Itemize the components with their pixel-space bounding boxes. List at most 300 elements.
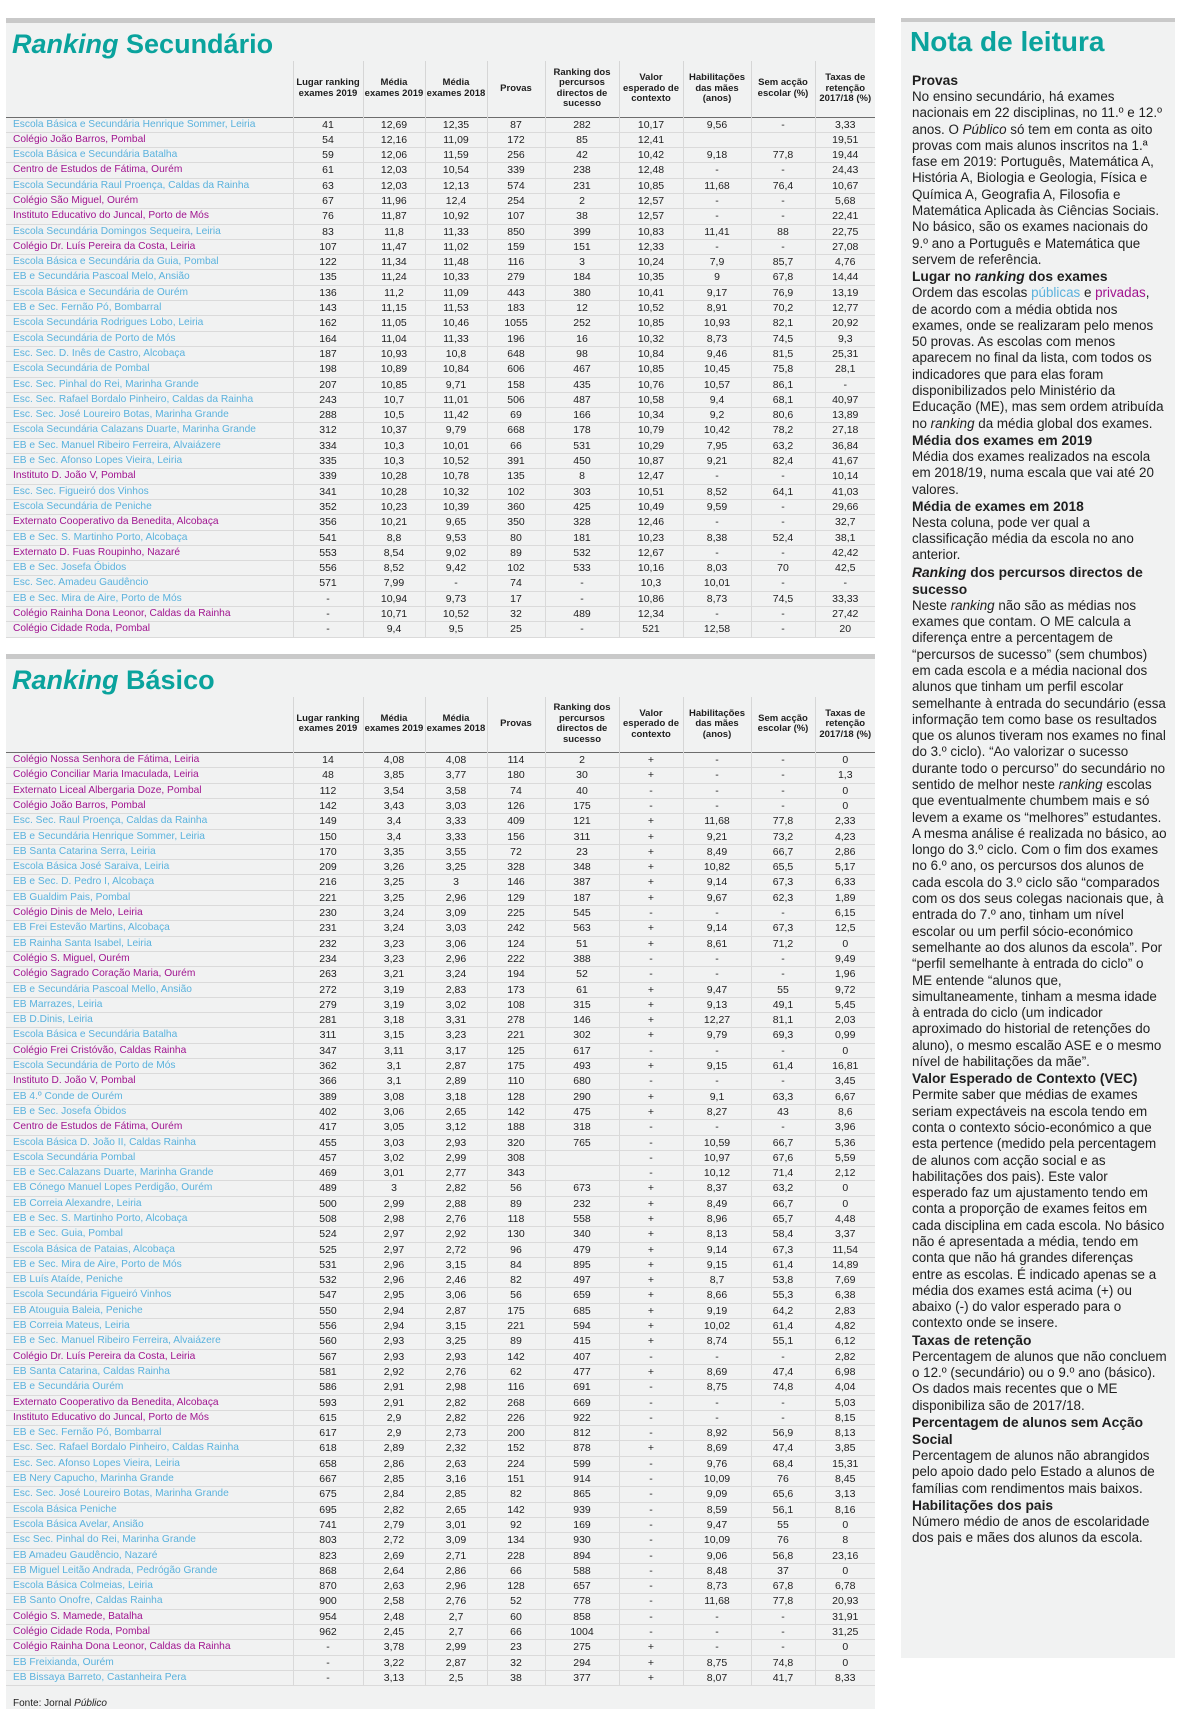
table-row xyxy=(6,362,875,377)
table-cell: 12 xyxy=(545,301,619,316)
table-cell: 12,03 xyxy=(363,178,425,193)
table-cell: 47,4 xyxy=(751,1364,815,1379)
table-cell: 2,69 xyxy=(363,1548,425,1563)
table-cell: 586 xyxy=(293,1380,363,1395)
table-cell: 10,78 xyxy=(425,469,487,484)
table-cell: 62 xyxy=(487,1364,545,1379)
table-cell: 2,89 xyxy=(363,1441,425,1456)
school-name: EB e Sec.Calazans Duarte, Marinha Grande xyxy=(13,1167,214,1179)
table-cell: 20 xyxy=(815,622,875,637)
table-cell: 234 xyxy=(293,951,363,966)
school-name: EB e Sec. Afonso Lopes Vieira, Leiria xyxy=(13,455,183,467)
table-cell: 3,24 xyxy=(363,906,425,921)
ranking-basico-table xyxy=(6,697,875,1687)
table-cell: 2,97 xyxy=(363,1242,425,1257)
table-cell: 66,7 xyxy=(751,1135,815,1150)
table-cell: 150 xyxy=(293,829,363,844)
table-cell: + xyxy=(619,1242,683,1257)
table-cell: 2,85 xyxy=(363,1472,425,1487)
table-cell: 3,17 xyxy=(425,1043,487,1058)
school-name: EB Frei Estevão Martins, Alcobaça xyxy=(13,922,170,934)
table-cell: - xyxy=(545,622,619,637)
table-cell: 3,24 xyxy=(363,921,425,936)
school-name: Colégio Cidade Roda, Pombal xyxy=(13,1626,151,1638)
table-cell: 12,67 xyxy=(619,545,683,560)
table-cell: 894 xyxy=(545,1548,619,1563)
table-cell: 65,7 xyxy=(751,1212,815,1227)
school-name: Escola Secundária Figueiró Vinhos xyxy=(13,1289,172,1301)
table-cell: 196 xyxy=(487,331,545,346)
section-text: Neste ranking não são as médias nos exames que contam. O ME calcula a diferença entre a percentagem de “percursos de sucesso” (sem chumbos) em cada escola e a média nacional dos alunos que tinham um perfil escolar semelhante à entrada do secundário (essa informação tem como base os resultados que os alunos tiveram nos exames no final do 3.º ciclo). “Ao valorizar o sucesso durante todo o percurso” do secundário no sentido de melhor neste ranking escolas que eventualmente chumbem mais e só levem a exame os “melhores” estudantes. A mesma análise é realizada no básico, ao longo do 3.º ciclo. Com o fim dos exames no 6.º ano, os percursos dos alunos de cada escola do 3.º ciclo são “comparados com os dos seus colegas nacionais que, à entrada do 7.º ano, tinham um nível escolar ou um perfil sócio-económico semelhante ao dos alunos da escola”. Por “perfil semelhante à entrada do ciclo” o ME entende “alunos que, simultaneamente, tinham a mesma idade à entrada do ciclo (um indicador aproximado do historial de retenções do aluno), o mesmo escalão ASE e o mesmo nível de habilitações da mãe”. xyxy=(912,597,1167,1070)
table-cell: 443 xyxy=(487,285,545,300)
table-cell: 10,86 xyxy=(619,591,683,606)
table-row xyxy=(6,1670,875,1685)
table-cell: 221 xyxy=(293,890,363,905)
table-cell: 2,12 xyxy=(815,1166,875,1181)
table-cell: 23 xyxy=(545,844,619,859)
table-cell: 55 xyxy=(751,982,815,997)
rankings-panel xyxy=(6,18,875,1709)
column-header: Sem acção escolar (%) xyxy=(751,697,815,753)
table-cell: 545 xyxy=(545,906,619,921)
table-cell: 12,27 xyxy=(683,1013,751,1028)
table-cell: 83 xyxy=(293,224,363,239)
table-cell: 0 xyxy=(815,753,875,768)
table-cell: 256 xyxy=(487,148,545,163)
table-cell: 3,06 xyxy=(425,1288,487,1303)
table-cell: - xyxy=(619,1517,683,1532)
table-cell: - xyxy=(751,783,815,798)
table-cell: 2,72 xyxy=(363,1533,425,1548)
table-cell: 60 xyxy=(487,1609,545,1624)
table-cell: 66,7 xyxy=(751,1196,815,1211)
table-row xyxy=(6,1043,875,1058)
school-name: EB D.Dinis, Leiria xyxy=(13,1014,93,1026)
school-name: EB Luís Ataíde, Peniche xyxy=(13,1274,123,1286)
table-cell: 3,05 xyxy=(363,1120,425,1135)
table-cell: 2,96 xyxy=(425,1579,487,1594)
table-row xyxy=(6,768,875,783)
table-cell: - xyxy=(619,1548,683,1563)
table-cell: 0 xyxy=(815,1043,875,1058)
table-cell: 868 xyxy=(293,1563,363,1578)
school-name: Esc. Sec. José Loureiro Botas, Marinha Grande xyxy=(13,409,229,421)
table-header xyxy=(6,61,875,117)
table-row xyxy=(6,783,875,798)
school-name: EB e Secundária Pascoal Mello, Ansião xyxy=(13,983,192,995)
school-name: Colégio S. Miguel, Ourém xyxy=(13,952,130,964)
table-cell: 3,09 xyxy=(425,906,487,921)
school-name: EB e Sec. Mira de Aire, Porto de Mós xyxy=(13,592,182,604)
table-cell: - xyxy=(683,209,751,224)
table-cell: 288 xyxy=(293,408,363,423)
table-cell: + xyxy=(619,753,683,768)
section-heading: Valor Esperado de Contexto (VEC) xyxy=(912,1071,1138,1087)
table-cell: 2,03 xyxy=(815,1013,875,1028)
table-cell: + xyxy=(619,890,683,905)
table-cell: 43 xyxy=(751,1104,815,1119)
table-cell: 31,91 xyxy=(815,1609,875,1624)
table-cell: 9,79 xyxy=(683,1028,751,1043)
table-cell: 10,97 xyxy=(683,1150,751,1165)
table-cell: 226 xyxy=(487,1410,545,1425)
table-cell: 2,84 xyxy=(363,1487,425,1502)
table-cell: 12,58 xyxy=(683,622,751,637)
school-name: EB e Secundária Pascoal Melo, Ansião xyxy=(13,271,190,283)
table-cell: 2,86 xyxy=(425,1563,487,1578)
table-row xyxy=(6,377,875,392)
table-cell: 38,1 xyxy=(815,530,875,545)
table-cell: 13,89 xyxy=(815,408,875,423)
table-cell: 126 xyxy=(487,798,545,813)
table-cell: - xyxy=(751,1349,815,1364)
table-cell: 3,16 xyxy=(425,1472,487,1487)
table-cell: 10,41 xyxy=(619,285,683,300)
table-cell: 9,18 xyxy=(683,148,751,163)
table-cell: 812 xyxy=(545,1426,619,1441)
table-cell: 30 xyxy=(545,768,619,783)
table-row xyxy=(6,906,875,921)
school-name: Centro de Estudos de Fátima, Ourém xyxy=(13,164,183,176)
table-cell: - xyxy=(683,1074,751,1089)
table-row xyxy=(6,331,875,346)
table-cell: - xyxy=(751,1640,815,1655)
table-cell: + xyxy=(619,860,683,875)
school-name: Esc. Sec. Figueiró dos Vinhos xyxy=(13,485,149,497)
table-cell: 599 xyxy=(545,1456,619,1471)
table-row xyxy=(6,997,875,1012)
table-row xyxy=(6,484,875,499)
table-cell: - xyxy=(751,515,815,530)
section-heading: Média de exames em 2018 xyxy=(912,498,1084,514)
nota-title: Nota de leitura xyxy=(910,26,1105,57)
table-row xyxy=(6,1364,875,1379)
school-name: EB Cónego Manuel Lopes Perdigão, Ourém xyxy=(13,1182,213,1194)
table-cell: 3,1 xyxy=(363,1074,425,1089)
table-cell: 8,37 xyxy=(683,1181,751,1196)
table-cell: 278 xyxy=(487,1013,545,1028)
table-cell: 108 xyxy=(487,997,545,1012)
table-cell: 9,3 xyxy=(815,331,875,346)
table-cell: 302 xyxy=(545,1028,619,1043)
table-cell: 41 xyxy=(293,117,363,132)
table-cell: 124 xyxy=(487,936,545,951)
table-cell: 77,8 xyxy=(751,814,815,829)
table-cell: 10,85 xyxy=(619,316,683,331)
table-row xyxy=(6,1609,875,1624)
table-cell: 9,09 xyxy=(683,1487,751,1502)
table-cell: 467 xyxy=(545,362,619,377)
table-cell: - xyxy=(683,967,751,982)
table-cell: 2,93 xyxy=(363,1349,425,1364)
table-cell: 900 xyxy=(293,1594,363,1609)
table-cell: 135 xyxy=(487,469,545,484)
table-cell: 9,72 xyxy=(815,982,875,997)
table-row xyxy=(6,285,875,300)
table-cell: + xyxy=(619,814,683,829)
table-cell: 10,01 xyxy=(683,576,751,591)
table-cell: 89 xyxy=(487,1334,545,1349)
table-cell: 76,9 xyxy=(751,285,815,300)
school-name: Escola Secundária de Peniche xyxy=(13,500,152,512)
school-name: EB Santa Catarina, Caldas Rainha xyxy=(13,1365,170,1377)
table-row xyxy=(6,576,875,591)
table-cell: - xyxy=(293,1655,363,1670)
table-cell: 315 xyxy=(545,997,619,1012)
table-row xyxy=(6,408,875,423)
ranking-secundario-table xyxy=(6,61,875,638)
table-cell: 2,9 xyxy=(363,1426,425,1441)
school-name: EB e Sec. Fernão Pó, Bombarral xyxy=(13,1427,162,1439)
table-cell: 10,5 xyxy=(363,408,425,423)
table-cell: - xyxy=(751,209,815,224)
table-cell: 541 xyxy=(293,530,363,545)
table-cell: 11,96 xyxy=(363,193,425,208)
table-cell: 457 xyxy=(293,1150,363,1165)
table-cell: 352 xyxy=(293,499,363,514)
table-row xyxy=(6,1426,875,1441)
table-cell: 275 xyxy=(545,1640,619,1655)
table-cell: 8,59 xyxy=(683,1502,751,1517)
table-cell: 66 xyxy=(487,1563,545,1578)
table-cell: 3,18 xyxy=(363,1013,425,1028)
table-cell: 86,1 xyxy=(751,377,815,392)
table-cell: 151 xyxy=(545,239,619,254)
table-cell: 3,19 xyxy=(363,997,425,1012)
table-cell: 6,78 xyxy=(815,1579,875,1594)
table-cell: 3,06 xyxy=(363,1104,425,1119)
table-cell: 5,68 xyxy=(815,193,875,208)
section-heading: Taxas de retenção xyxy=(912,1332,1032,1348)
table-cell: 268 xyxy=(487,1395,545,1410)
table-row xyxy=(6,1028,875,1043)
table-cell: 8,07 xyxy=(683,1670,751,1685)
section-text: Número médio de anos de escolaridade dos pais e mães dos alunos da escola. xyxy=(912,1513,1150,1546)
table-cell: - xyxy=(751,576,815,591)
table-cell: 8,13 xyxy=(815,1426,875,1441)
table-cell: 311 xyxy=(545,829,619,844)
table-cell: 3,26 xyxy=(363,860,425,875)
school-name: Escola Secundária Calazans Duarte, Marinha Grande xyxy=(13,424,256,436)
section-text: Percentagem de alunos não abrangidos pelo apoio dado pelo Estado a alunos de famílias com rendimentos mais baixos. xyxy=(912,1447,1155,1496)
table-cell: 3,19 xyxy=(363,982,425,997)
school-name: Colégio Sagrado Coração Maria, Ourém xyxy=(13,968,196,980)
table-cell: - xyxy=(619,1533,683,1548)
table-cell: 9,79 xyxy=(425,423,487,438)
table-cell: 110 xyxy=(487,1074,545,1089)
table-cell: 870 xyxy=(293,1579,363,1594)
table-row xyxy=(6,753,875,768)
school-name: Instituto Educativo do Juncal, Porto de Mós xyxy=(13,1411,209,1423)
school-name: Colégio Dinis de Melo, Leiria xyxy=(13,907,143,919)
table-cell: 82 xyxy=(487,1487,545,1502)
school-name: EB 4.º Conde de Ourém xyxy=(13,1090,123,1102)
table-cell: 581 xyxy=(293,1364,363,1379)
table-cell: - xyxy=(751,545,815,560)
school-name: EB e Sec. Manuel Ribeiro Ferreira, Alvaiázere xyxy=(13,439,221,451)
table-cell: 1,3 xyxy=(815,768,875,783)
table-cell: 318 xyxy=(545,1120,619,1135)
table-cell: 67,8 xyxy=(751,1579,815,1594)
table-cell: 675 xyxy=(293,1487,363,1502)
table-cell: 8,75 xyxy=(683,1380,751,1395)
table-cell: 65,5 xyxy=(751,860,815,875)
school-name: EB e Sec. S. Martinho Porto, Alcobaça xyxy=(13,1213,188,1224)
school-name: Escola Básica e Secundária Batalha xyxy=(13,1029,178,1041)
school-name: EB Nery Capucho, Marinha Grande xyxy=(13,1473,174,1485)
school-name: Colégio Dr. Luís Pereira da Costa, Leiria xyxy=(13,1350,196,1362)
table-cell: 166 xyxy=(545,408,619,423)
table-cell: 0 xyxy=(815,1655,875,1670)
table-cell: 560 xyxy=(293,1334,363,1349)
column-header-name xyxy=(6,697,293,753)
table-cell: 343 xyxy=(487,1166,545,1181)
table-cell: 435 xyxy=(545,377,619,392)
table-cell: 41,67 xyxy=(815,454,875,469)
table-cell: - xyxy=(425,576,487,591)
table-cell: 9,4 xyxy=(683,392,751,407)
school-name: EB e Secundária Ourém xyxy=(13,1381,124,1393)
table-cell: 2,87 xyxy=(425,1059,487,1074)
table-cell: 0,99 xyxy=(815,1028,875,1043)
table-cell: 76,4 xyxy=(751,178,815,193)
school-name: Externato Liceal Albergaria Doze, Pombal xyxy=(13,784,202,796)
table-cell: 8,49 xyxy=(683,1196,751,1211)
table-cell: 2,93 xyxy=(363,1334,425,1349)
table-cell: 850 xyxy=(487,224,545,239)
table-cell: 3,4 xyxy=(363,814,425,829)
table-cell: 668 xyxy=(487,423,545,438)
table-cell: - xyxy=(683,783,751,798)
table-cell: 14 xyxy=(293,753,363,768)
table-cell: 9,2 xyxy=(683,408,751,423)
table-cell: 3,06 xyxy=(425,936,487,951)
school-name: Escola Secundária Pombal xyxy=(13,1151,136,1163)
section-heading: Ranking dos percursos directos de sucesso xyxy=(912,564,1143,597)
table-cell: 3,02 xyxy=(425,997,487,1012)
table-cell: 550 xyxy=(293,1303,363,1318)
table-cell: 8,75 xyxy=(683,1655,751,1670)
table-cell: 134 xyxy=(487,1533,545,1548)
school-name: EB e Sec. Mira de Aire, Porto de Mós xyxy=(13,1258,182,1270)
table-cell: 962 xyxy=(293,1625,363,1640)
table-cell: 9,65 xyxy=(425,515,487,530)
table-row xyxy=(6,875,875,890)
table-cell: 8,48 xyxy=(683,1563,751,1578)
table-cell: 38 xyxy=(487,1670,545,1685)
table-row xyxy=(6,469,875,484)
table-row xyxy=(6,1288,875,1303)
table-cell: 10,52 xyxy=(425,454,487,469)
table-cell: 76 xyxy=(751,1472,815,1487)
table-cell: 10,83 xyxy=(619,224,683,239)
table-cell: - xyxy=(619,798,683,813)
table-cell: 29,66 xyxy=(815,499,875,514)
table-cell: 125 xyxy=(487,1043,545,1058)
school-name: Instituto D. João V, Pombal xyxy=(13,470,136,482)
table-row xyxy=(6,438,875,453)
table-cell: 10,87 xyxy=(619,454,683,469)
table-row xyxy=(6,270,875,285)
table-cell: 64,2 xyxy=(751,1303,815,1318)
table-row xyxy=(6,1349,875,1364)
table-cell: 14,44 xyxy=(815,270,875,285)
table-cell: 2,91 xyxy=(363,1395,425,1410)
table-row xyxy=(6,1533,875,1548)
table-cell: 8,33 xyxy=(815,1670,875,1685)
table-cell: 31,25 xyxy=(815,1625,875,1640)
table-cell: 8,27 xyxy=(683,1104,751,1119)
school-name: Escola Secundária de Pombal xyxy=(13,363,150,375)
table-row xyxy=(6,1456,875,1471)
column-header: Ranking dos percursos directos de sucesso xyxy=(545,61,619,117)
table-cell: 1,89 xyxy=(815,890,875,905)
table-cell: 8,61 xyxy=(683,936,751,951)
table-row xyxy=(6,844,875,859)
table-cell: 10,14 xyxy=(815,469,875,484)
table-cell: 232 xyxy=(293,936,363,951)
table-cell: + xyxy=(619,1670,683,1685)
table-cell: 2,46 xyxy=(425,1273,487,1288)
table-row xyxy=(6,255,875,270)
table-cell: 695 xyxy=(293,1502,363,1517)
table-cell: 12,46 xyxy=(619,515,683,530)
table-cell: 51 xyxy=(545,936,619,951)
table-cell: 10,28 xyxy=(363,484,425,499)
table-cell: + xyxy=(619,1288,683,1303)
table-cell: 334 xyxy=(293,438,363,453)
table-cell: - xyxy=(619,1150,683,1165)
table-cell: 82,1 xyxy=(751,316,815,331)
school-name: Escola Básica Colmeias, Leiria xyxy=(13,1580,153,1592)
table-cell: 11,34 xyxy=(363,255,425,270)
table-cell: 12,34 xyxy=(619,607,683,622)
table-cell: 207 xyxy=(293,377,363,392)
table-cell: 74,5 xyxy=(751,591,815,606)
table-cell: 10,94 xyxy=(363,591,425,606)
table-cell: 10,39 xyxy=(425,499,487,514)
ranking-secundario-section xyxy=(6,18,875,638)
table-cell: 48 xyxy=(293,768,363,783)
table-cell: 11,87 xyxy=(363,209,425,224)
table-cell: 63 xyxy=(293,178,363,193)
table-cell: 617 xyxy=(545,1043,619,1058)
table-cell: 12,13 xyxy=(425,178,487,193)
table-cell: 11,24 xyxy=(363,270,425,285)
school-name: Escola Básica Avelar, Ansião xyxy=(13,1518,144,1530)
school-name: EB Rainha Santa Isabel, Leiria xyxy=(13,937,152,949)
section-heading: Provas xyxy=(912,73,959,88)
table-cell: 12,69 xyxy=(363,117,425,132)
table-cell: 279 xyxy=(293,997,363,1012)
column-header: Média exames 2018 xyxy=(425,697,487,753)
table-cell: 3,13 xyxy=(815,1487,875,1502)
table-cell: 2,86 xyxy=(815,844,875,859)
table-cell: - xyxy=(293,607,363,622)
table-cell: 1055 xyxy=(487,316,545,331)
table-cell: 954 xyxy=(293,1609,363,1624)
school-name: EB e Sec. Fernão Pó, Bombarral xyxy=(13,302,162,314)
table-cell: - xyxy=(619,906,683,921)
table-cell: - xyxy=(751,193,815,208)
school-name: Colégio Nossa Senhora de Fátima, Leiria xyxy=(13,754,200,766)
section-text: Permite saber que médias de exames seriam expectáveis na escola tendo em conta o contexto sócio-económico a que esta pertence (medido pela percentagem de alunos com acção social e as habilitações dos pais). Este valor esperado faz um ajustamento tendo em conta a proporção de exames feitos em cada disciplina em cada escola. No básico não é apresentada a média, tendo em conta que não há grandes diferenças entre as escolas. É indicado apenas se a média dos exames está acima (+) ou abaixo (-) do valor esperado para o contexto onde se insere. xyxy=(912,1087,1165,1331)
table-cell: 2,96 xyxy=(363,1257,425,1272)
table-cell: 65,6 xyxy=(751,1487,815,1502)
table-cell: - xyxy=(751,469,815,484)
table-cell: 10,52 xyxy=(619,301,683,316)
table-cell: 28,1 xyxy=(815,362,875,377)
